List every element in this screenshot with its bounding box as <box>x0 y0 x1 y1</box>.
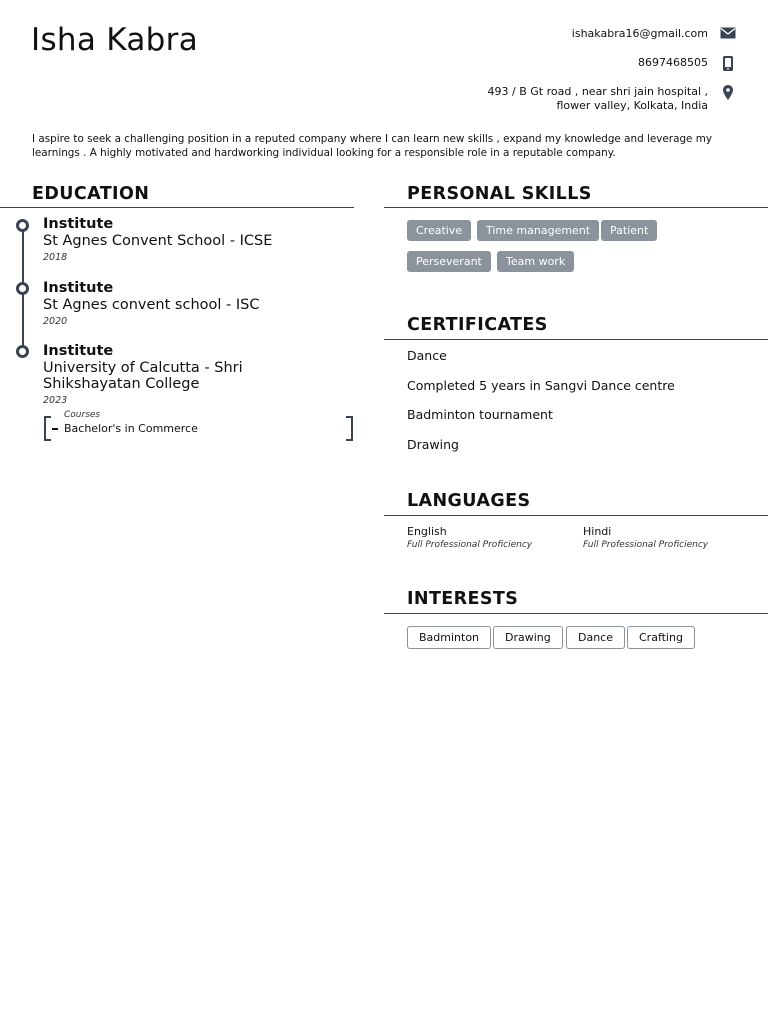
education-degree: University of Calcutta - Shri Shikshayatan College <box>43 360 243 392</box>
contact-email[interactable]: ishakabra16@gmail.com <box>571 27 708 40</box>
certificate-item: Drawing <box>407 437 459 452</box>
education-degree: St Agnes Convent School - ICSE <box>43 233 273 249</box>
course-bullet <box>52 428 58 430</box>
location-pin-icon <box>720 85 736 100</box>
candidate-name: Isha Kabra <box>31 22 198 58</box>
language-level: Full Professional Proficiency <box>583 540 709 550</box>
education-label: Institute <box>43 280 114 296</box>
skills-divider <box>384 207 768 208</box>
education-degree: St Agnes convent school - ISC <box>43 297 260 313</box>
summary-text: I aspire to seek a challenging position in a reputed company where I can learn new skills , expand my knowledge and leverage my learnings . A highly motivated and hardworking individual looking for a responsible role in a reputable company. <box>32 133 713 159</box>
language-name: Hindi <box>583 525 612 538</box>
education-label: Institute <box>43 216 114 232</box>
language-name: English <box>407 525 447 538</box>
timeline-dot <box>16 345 29 358</box>
interest-chip: Drawing <box>493 626 563 649</box>
timeline-dot <box>16 219 29 232</box>
education-divider <box>0 207 354 208</box>
education-entry <box>43 343 343 406</box>
education-year: 2023 <box>43 395 68 406</box>
timeline-dot <box>16 282 29 295</box>
contact-phone: 8697468505 <box>638 56 708 69</box>
interests-title: INTERESTS <box>407 589 519 609</box>
education-entry <box>43 216 343 263</box>
education-entry <box>43 280 343 327</box>
interest-chip: Badminton <box>407 626 491 649</box>
interest-chip: Crafting <box>627 626 695 649</box>
certificates-divider <box>384 339 768 340</box>
phone-icon <box>720 56 736 71</box>
courses-label: Courses <box>64 410 101 420</box>
courses-box <box>44 409 353 442</box>
skill-chip: Patient <box>601 220 657 241</box>
certificate-item: Dance <box>407 348 447 363</box>
envelope-icon <box>720 27 736 39</box>
languages-divider <box>384 515 768 516</box>
skill-chip: Time management <box>477 220 599 241</box>
course-item: Bachelor's in Commerce <box>64 422 198 435</box>
language-level: Full Professional Proficiency <box>407 540 533 550</box>
languages-title: LANGUAGES <box>407 491 531 511</box>
contact-address-row <box>446 85 736 113</box>
education-year: 2020 <box>43 316 68 327</box>
skill-chip: Perseverant <box>407 251 491 272</box>
contact-phone-row <box>638 56 736 71</box>
education-year: 2018 <box>43 252 68 263</box>
interests-divider <box>384 613 768 614</box>
certificate-item: Badminton tournament <box>407 407 553 422</box>
interest-chip: Dance <box>566 626 625 649</box>
education-title: EDUCATION <box>32 184 150 204</box>
skills-title: PERSONAL SKILLS <box>407 184 592 204</box>
skill-chip: Creative <box>407 220 471 241</box>
contact-address: 493 / B Gt road , near shri jain hospital , flower valley, Kolkata, India <box>487 85 708 112</box>
certificates-title: CERTIFICATES <box>407 315 548 335</box>
contact-email-row <box>572 27 736 41</box>
skill-chip: Team work <box>497 251 574 272</box>
courses-bracket-right <box>346 416 353 441</box>
courses-bracket-left <box>44 416 51 441</box>
education-label: Institute <box>43 343 114 359</box>
certificate-item: Completed 5 years in Sangvi Dance centre <box>407 378 675 393</box>
